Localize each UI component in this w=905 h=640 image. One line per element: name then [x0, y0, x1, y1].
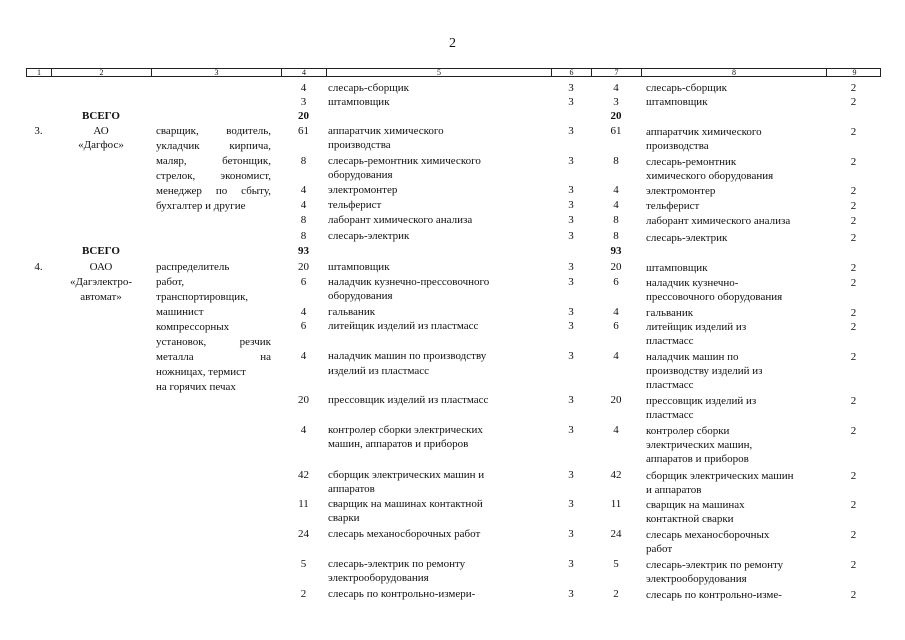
- total-label: ВСЕГО: [82, 245, 120, 257]
- professions-text: компрессорных: [156, 321, 230, 333]
- organization-name: «Дагэлектро-: [69, 276, 133, 288]
- professions-text: маляр, бетонщик,: [156, 155, 271, 167]
- organization-name: «Дагфос»: [78, 139, 124, 151]
- column-header-8: 8: [642, 69, 827, 76]
- page-number: 2: [449, 36, 456, 51]
- column-header-4: 4: [282, 69, 327, 76]
- professions-text: укладчик кирпича,: [156, 140, 271, 152]
- professions-text: металла на: [156, 351, 271, 363]
- professions-text: установок, резчик: [156, 336, 271, 348]
- organization-name: АО: [93, 125, 109, 137]
- organization-name: ОАО: [89, 261, 113, 273]
- organization-number: 4.: [34, 261, 43, 273]
- professions-text: сварщик, водитель,: [156, 125, 271, 137]
- total-label: ВСЕГО: [82, 110, 120, 122]
- column-header-7: 7: [592, 69, 642, 76]
- column-header-9: 9: [852, 68, 857, 77]
- professions-text: машинист: [156, 306, 204, 318]
- column-header-5: 5: [327, 69, 552, 76]
- professions-text: распределитель: [156, 261, 230, 273]
- column-header-3: 3: [152, 69, 282, 76]
- column-header-2: 2: [52, 69, 152, 76]
- organization-name: автомат»: [80, 291, 122, 303]
- column-number-header: [26, 68, 881, 77]
- professions-text: менеджер по сбыту,: [156, 185, 271, 197]
- column-header-6: 6: [552, 69, 592, 76]
- professions-text: на горячих печах: [156, 381, 236, 393]
- professions-text: бухгалтер и другие: [156, 200, 246, 212]
- professions-text: транспортировщик,: [156, 291, 249, 303]
- professions-text: ножницах, термист: [156, 366, 246, 378]
- professions-text: работ,: [156, 276, 185, 288]
- organization-number: 3.: [34, 125, 43, 137]
- column-header-1: 1: [27, 69, 52, 76]
- professions-text: стрелок, экономист,: [156, 170, 271, 182]
